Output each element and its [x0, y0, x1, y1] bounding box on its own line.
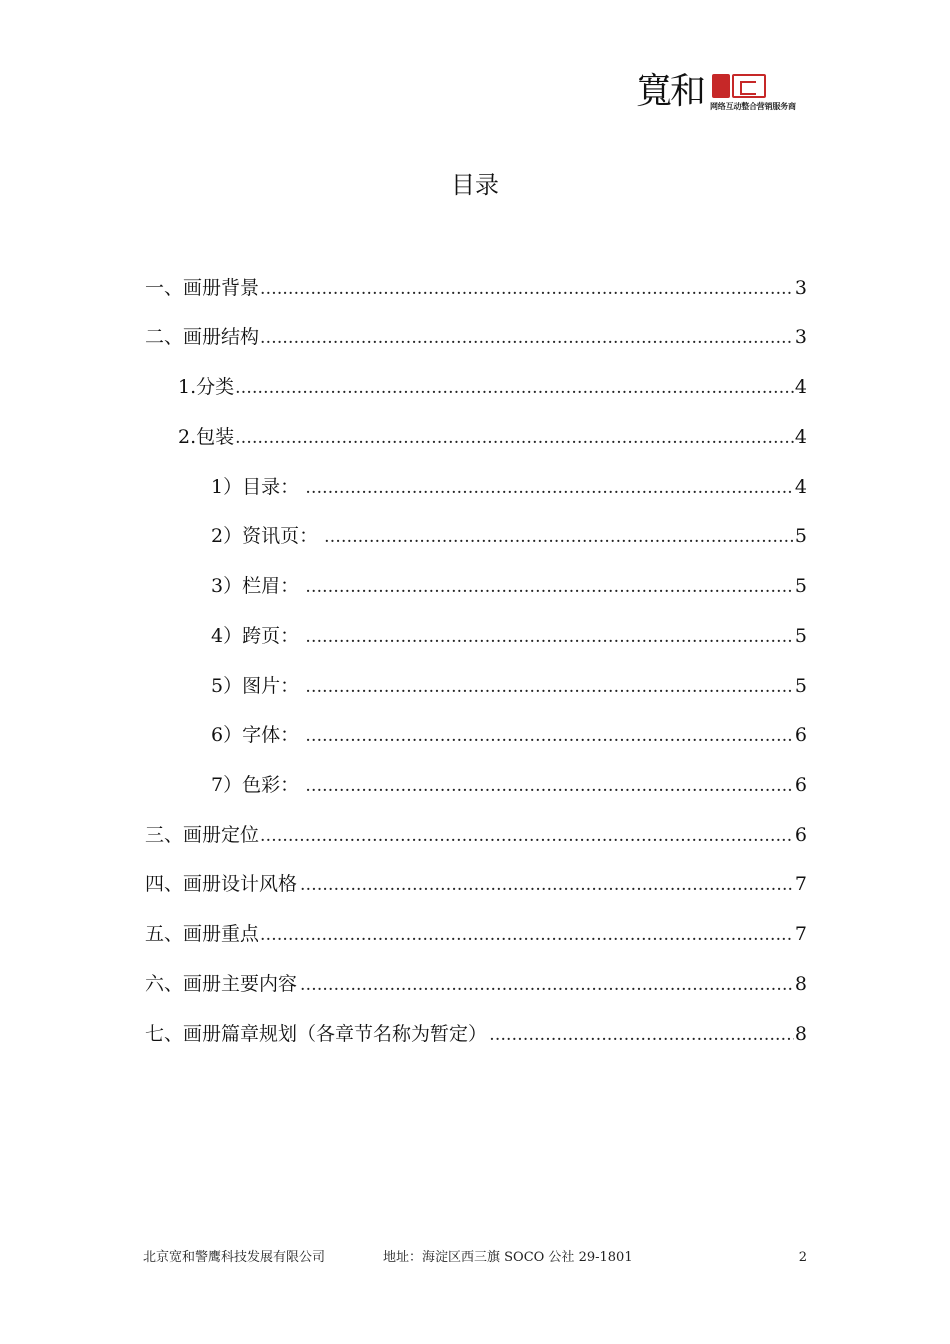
- toc-entry[interactable]: [145, 820, 807, 850]
- toc-entry-page: 6: [794, 774, 807, 796]
- toc-entry[interactable]: [211, 720, 807, 750]
- toc-entry[interactable]: [145, 1019, 807, 1049]
- toc-entry-label: 5）图片：: [211, 675, 300, 697]
- toc-leader-dots: [305, 771, 794, 801]
- toc-entry-page: 7: [794, 923, 807, 945]
- toc-leader-dots: [305, 473, 794, 503]
- toc-leader-dots: [305, 572, 794, 602]
- toc-title: 目录: [451, 171, 499, 199]
- toc-leader-dots: [260, 920, 794, 950]
- toc-entry-page: 3: [794, 277, 807, 299]
- toc-entry-label: 七、画册篇章规划（各章节名称为暂定）: [145, 1023, 488, 1045]
- toc-entry[interactable]: [145, 919, 807, 949]
- footer-address: 地址：海淀区西三旗 SOCO 公社 29-1801: [383, 1250, 633, 1265]
- toc-entry[interactable]: [178, 422, 807, 452]
- page-footer: [143, 1248, 807, 1268]
- logo-tagline: 网络互动整合营销服务商: [710, 102, 796, 111]
- toc-leader-dots: [305, 622, 794, 652]
- toc-entry-page: 5: [794, 625, 807, 647]
- toc-entry-label: 3）栏眉：: [211, 575, 300, 597]
- toc-entry[interactable]: [211, 671, 807, 701]
- footer-page-number: 2: [798, 1250, 807, 1265]
- toc-leader-dots: [305, 672, 794, 702]
- toc-leader-dots: [260, 323, 794, 353]
- toc-entry-label: 三、画册定位: [145, 824, 260, 846]
- toc-entry-label: 2.包装: [178, 426, 235, 448]
- toc-entry-label: 1.分类: [178, 376, 235, 398]
- toc-entry-label: 五、画册重点: [145, 923, 260, 945]
- toc-entry-label: 六、画册主要内容: [145, 973, 298, 995]
- toc-entry-page: 6: [794, 824, 807, 846]
- toc-entry[interactable]: [145, 322, 807, 352]
- toc-entry-label: 6）字体：: [211, 724, 300, 746]
- toc-entry-page: 8: [794, 973, 807, 995]
- toc-entry[interactable]: [145, 273, 807, 303]
- toc-entry[interactable]: [145, 969, 807, 999]
- toc-entry-label: 4）跨页：: [211, 625, 300, 647]
- toc-entry[interactable]: [211, 571, 807, 601]
- toc-entry-page: 4: [794, 476, 807, 498]
- toc-entry[interactable]: [145, 869, 807, 899]
- toc-entry[interactable]: [178, 372, 807, 402]
- toc-entry-label: 四、画册设计风格: [145, 873, 298, 895]
- toc-entry-page: 5: [794, 675, 807, 697]
- toc-leader-dots: [324, 522, 794, 552]
- toc-entry-page: 4: [794, 376, 807, 398]
- toc-leader-dots: [300, 870, 794, 900]
- footer-company: 北京宽和警鹰科技发展有限公司: [143, 1250, 326, 1265]
- toc-entry-page: 7: [794, 873, 807, 895]
- toc-leader-dots: [305, 721, 794, 751]
- toc-entry-page: 5: [794, 575, 807, 597]
- toc-entry[interactable]: [211, 521, 807, 551]
- toc-entry-label: 一、画册背景: [145, 277, 260, 299]
- toc-entry-page: 4: [794, 426, 807, 448]
- toc-entry-label: 二、画册结构: [145, 326, 260, 348]
- toc-leader-dots: [235, 423, 794, 453]
- logo-text: 寬和: [636, 71, 705, 112]
- toc-leader-dots: [235, 373, 794, 403]
- toc-leader-dots: [489, 1020, 794, 1050]
- toc-leader-dots: [300, 970, 794, 1000]
- toc-leader-dots: [260, 821, 794, 851]
- toc-entry-label: 7）色彩：: [211, 774, 300, 796]
- toc-entry-page: 5: [794, 525, 807, 547]
- toc-leader-dots: [260, 274, 794, 304]
- toc-entry[interactable]: [211, 472, 807, 502]
- toc-entry[interactable]: [211, 770, 807, 800]
- toc-entry-page: 3: [794, 326, 807, 348]
- toc-entry-page: 6: [794, 724, 807, 746]
- toc-entry-label: 2）资讯页：: [211, 525, 319, 547]
- toc-entry-page: 8: [794, 1023, 807, 1045]
- toc-entry-label: 1）目录：: [211, 476, 300, 498]
- toc-entry[interactable]: [211, 621, 807, 651]
